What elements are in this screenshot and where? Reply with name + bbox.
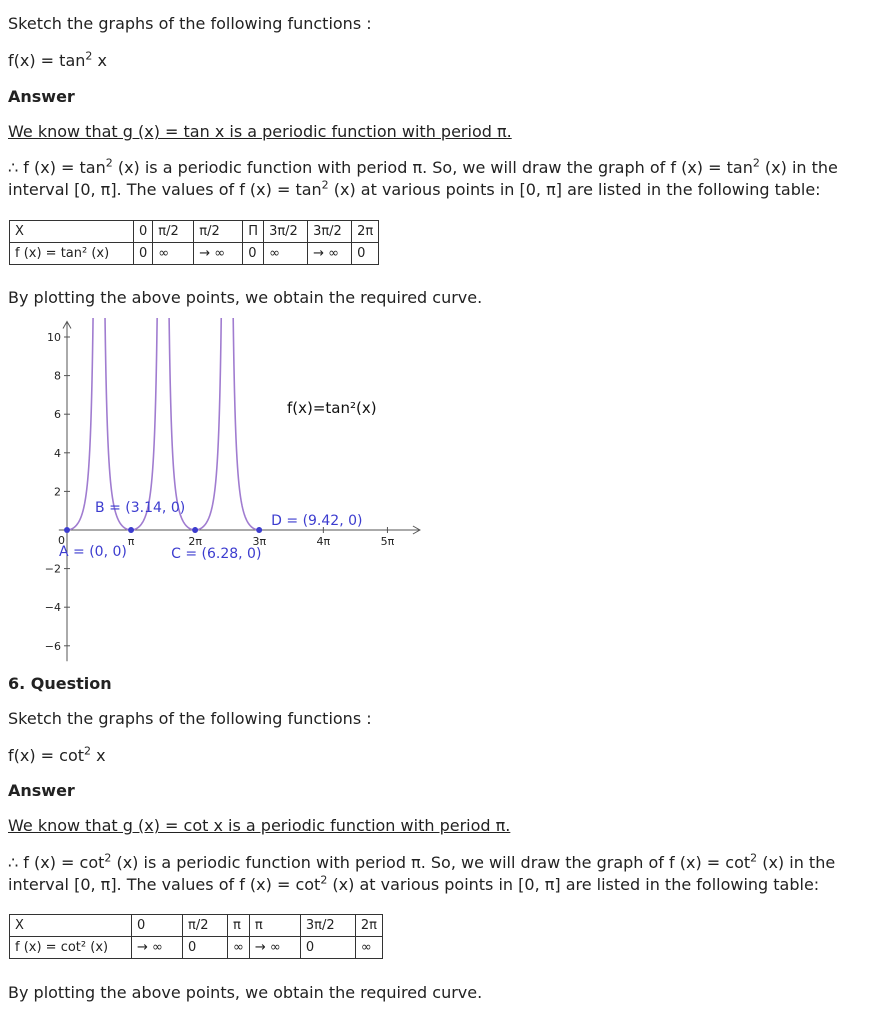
table-cell: 3π/2 bbox=[308, 221, 352, 243]
y-tick-label: 8 bbox=[54, 369, 61, 383]
table-cell: ∞ bbox=[228, 937, 250, 959]
table-cell: → ∞ bbox=[249, 937, 300, 959]
q6-explanation: ∴ f $(x) = \cot^2 (x)$ is a periodic function with period π. So, we will draw the graph of f $(x) = \cot^2 (x)$ in the interval [0, π]. The values of f $(x) = \cot^2 (x)$ at various points in [0, π] are listed in the following table: bbox=[8, 851, 836, 894]
table-cell: f (x) = tan² (x) bbox=[10, 243, 134, 265]
y-tick-label: −4 bbox=[44, 601, 61, 615]
point-b bbox=[128, 527, 134, 533]
function-label: f(x)=tan²(x) bbox=[287, 399, 377, 417]
table-cell: 0 bbox=[134, 243, 153, 265]
table-cell: 0 bbox=[183, 937, 228, 959]
y-tick-label: −6 bbox=[44, 639, 61, 653]
q6-prompt: Sketch the graphs of the following functions : bbox=[8, 709, 372, 728]
point-c bbox=[192, 527, 198, 533]
q6-plotting-note: By plotting the above points, we obtain the required curve. bbox=[8, 983, 483, 1002]
point-label-a: A = (0, 0) bbox=[59, 544, 127, 560]
table-cell: 3π/2 bbox=[264, 221, 308, 243]
q6-known-fact: We know that g (x) = cot x is a periodic function with period π. bbox=[8, 816, 511, 835]
table-cell: π/2 bbox=[183, 915, 228, 937]
table-cell: → ∞ bbox=[132, 937, 183, 959]
table-cell: ∞ bbox=[153, 243, 194, 265]
table-cell: π/2 bbox=[153, 221, 194, 243]
table-cell: X bbox=[10, 221, 134, 243]
table-cell: 0 bbox=[134, 221, 153, 243]
table-row bbox=[10, 243, 379, 265]
tan-squared-graph bbox=[0, 318, 440, 663]
q5-values-table bbox=[9, 220, 379, 265]
q6-function: $f(x) = \cot^2 x$ bbox=[8, 744, 106, 765]
x-tick-label: 3π bbox=[252, 535, 267, 548]
table-cell: 3π/2 bbox=[300, 915, 355, 937]
x-tick-label: π bbox=[127, 535, 135, 548]
point-label-c: C = (6.28, 0) bbox=[171, 546, 262, 562]
table-cell: f (x) = cot² (x) bbox=[10, 937, 132, 959]
table-cell: π bbox=[228, 915, 250, 937]
table-cell: π bbox=[249, 915, 300, 937]
table-row bbox=[10, 915, 383, 937]
table-row bbox=[10, 937, 383, 959]
origin-label: 0 bbox=[58, 534, 65, 547]
point-label-d: D = (9.42, 0) bbox=[271, 513, 363, 529]
point-label-b: B = (3.14, 0) bbox=[95, 500, 186, 516]
table-cell: 0 bbox=[300, 937, 355, 959]
table-cell: X bbox=[10, 915, 132, 937]
table-cell: → ∞ bbox=[308, 243, 352, 265]
table-cell: 2π bbox=[352, 221, 379, 243]
table-cell: → ∞ bbox=[194, 243, 243, 265]
function-curve bbox=[67, 318, 259, 530]
y-tick-label: 2 bbox=[54, 485, 61, 499]
point-a bbox=[64, 527, 70, 533]
table-cell: Π bbox=[243, 221, 264, 243]
table-cell: 0 bbox=[352, 243, 379, 265]
q5-function: $f(x) = \tan^2 x$ bbox=[8, 49, 107, 70]
q6-values-table bbox=[9, 914, 383, 959]
y-tick-label: 4 bbox=[54, 446, 61, 460]
y-tick-label: 6 bbox=[54, 408, 61, 422]
y-tick-label: 10 bbox=[47, 331, 61, 344]
point-d bbox=[256, 527, 262, 533]
q5-known-fact: We know that g (x) = tan x is a periodic function with period π. bbox=[8, 122, 512, 141]
table-cell: 2π bbox=[355, 915, 382, 937]
q5-explanation: ∴ f $(x) = \tan^2 (x)$ is a periodic function with period π. So, we will draw the graph of f $(x) = \tan^2 (x)$ in the interval [0, π]. The values of f $(x) = \tan^2 (x)$ at various points in [0, π] are listed in the following table: bbox=[8, 156, 838, 199]
x-tick-label: 2π bbox=[188, 535, 202, 548]
table-cell: ∞ bbox=[264, 243, 308, 265]
table-cell: ∞ bbox=[355, 937, 382, 959]
q5-prompt: Sketch the graphs of the following functions : bbox=[8, 14, 372, 33]
q6-answer-label: Answer bbox=[8, 781, 75, 800]
x-tick-label: 5π bbox=[380, 535, 395, 548]
q6-heading: 6. Question bbox=[8, 674, 112, 693]
table-cell: 0 bbox=[132, 915, 183, 937]
table-cell: π/2 bbox=[194, 221, 243, 243]
table-row bbox=[10, 221, 379, 243]
q5-plotting-note: By plotting the above points, we obtain the required curve. bbox=[8, 288, 483, 307]
y-tick-label: −2 bbox=[44, 562, 61, 576]
x-tick-label: 4π bbox=[316, 535, 331, 548]
table-cell: 0 bbox=[243, 243, 264, 265]
q5-answer-label: Answer bbox=[8, 87, 75, 106]
